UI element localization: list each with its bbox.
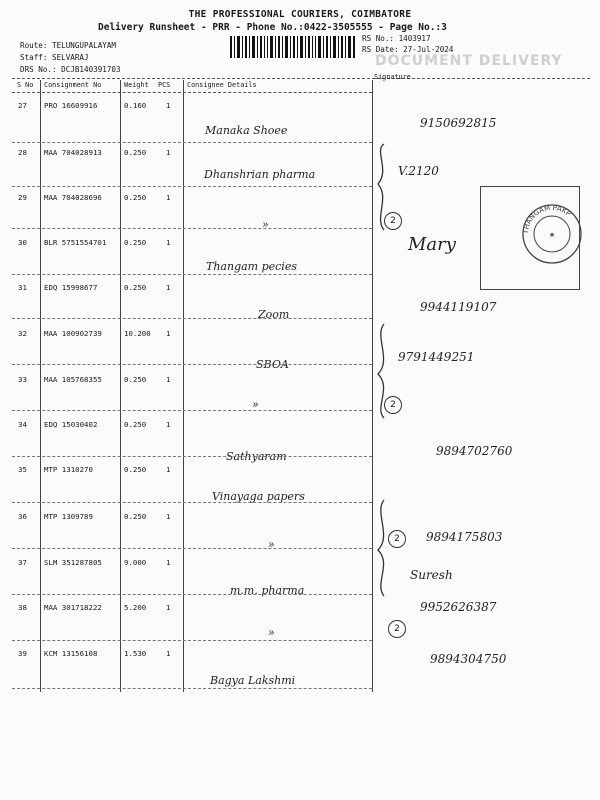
circled-number: 2 xyxy=(384,212,402,230)
page-title: THE PROFESSIONAL COURIERS, COIMBATORE xyxy=(188,9,412,20)
row-weight: 0.250 xyxy=(124,465,147,474)
row-pcs: 1 xyxy=(166,465,171,474)
row-divider xyxy=(12,502,372,503)
col-divider xyxy=(120,80,121,692)
row-consignee: » xyxy=(262,218,269,231)
row-sno: 31 xyxy=(18,283,27,292)
circled-number: 2 xyxy=(388,620,406,638)
row-consignee: Dhanshrian pharma xyxy=(204,168,316,181)
row-weight: 10.200 xyxy=(124,329,151,338)
barcode-image xyxy=(230,36,356,58)
row-weight: 9.000 xyxy=(124,558,147,567)
row-divider xyxy=(12,640,372,641)
header-top-rule xyxy=(12,78,590,79)
row-weight: 1.530 xyxy=(124,649,147,658)
row-consignee: Manaka Shoee xyxy=(205,124,288,137)
row-sno: 36 xyxy=(18,512,27,521)
row-consignment: MAA 100902739 xyxy=(44,329,102,338)
col-weight: Weight xyxy=(124,81,149,89)
row-signature: 9952626387 xyxy=(420,600,497,614)
row-pcs: 1 xyxy=(166,558,171,567)
row-consignee: Thangam pecies xyxy=(206,260,297,273)
svg-text:★: ★ xyxy=(548,231,556,239)
row-consignee: » xyxy=(268,626,275,639)
rs-number: RS No.: 1403917 xyxy=(362,34,431,43)
row-consignee: m.m. pharma xyxy=(230,584,305,597)
row-consignment: EDQ 15030402 xyxy=(44,420,98,429)
row-sno: 33 xyxy=(18,375,27,384)
row-divider xyxy=(12,688,372,689)
route-label: Route: TELUNGUPALAYAM xyxy=(20,41,117,50)
row-divider xyxy=(12,594,372,595)
col-divider xyxy=(40,80,41,692)
row-signature: 9944119107 xyxy=(420,300,497,314)
row-pcs: 1 xyxy=(166,375,171,384)
row-signature: 9791449251 xyxy=(398,350,475,364)
row-consignment: KCM 13156108 xyxy=(44,649,98,658)
row-sno: 29 xyxy=(18,193,27,202)
row-sno: 38 xyxy=(18,603,27,612)
row-signature: V.2120 xyxy=(398,164,439,178)
row-consignment: BLR 5751554701 xyxy=(44,238,107,247)
row-divider xyxy=(12,410,372,411)
row-pcs: 1 xyxy=(166,603,171,612)
staff-label: Staff: SELVARAJ xyxy=(20,53,89,62)
col-consignment: Consignment No xyxy=(44,81,102,89)
row-consignee: » xyxy=(252,398,259,411)
row-consignee: » xyxy=(268,538,275,551)
row-signature: Mary xyxy=(408,234,456,255)
row-divider xyxy=(12,142,372,143)
row-weight: 0.250 xyxy=(124,148,147,157)
header-bottom-rule xyxy=(12,92,372,93)
row-weight: 0.250 xyxy=(124,238,147,247)
row-weight: 0.160 xyxy=(124,101,147,110)
row-divider xyxy=(12,228,372,229)
col-signature: Signature xyxy=(374,73,411,81)
row-divider xyxy=(12,364,372,365)
row-signature: 9150692815 xyxy=(420,116,497,130)
row-consignment: MAA 301718222 xyxy=(44,603,102,612)
row-signature: 9894702760 xyxy=(436,444,513,458)
row-consignment: MTP 1309789 xyxy=(44,512,93,521)
row-pcs: 1 xyxy=(166,283,171,292)
row-weight: 0.250 xyxy=(124,375,147,384)
row-consignment: EDQ 15998677 xyxy=(44,283,98,292)
row-sno: 37 xyxy=(18,558,27,567)
row-divider xyxy=(12,318,372,319)
row-weight: 5.200 xyxy=(124,603,147,612)
drs-label: DRS No.: DCJB140391703 xyxy=(20,65,121,74)
col-divider xyxy=(183,80,184,692)
row-sno: 34 xyxy=(18,420,27,429)
row-signature: 9894175803 xyxy=(426,530,503,544)
row-sno: 35 xyxy=(18,465,27,474)
rs-date: RS Date: 27-Jul-2024 xyxy=(362,45,454,54)
circled-number: 2 xyxy=(384,396,402,414)
row-consignment: SLM 351287805 xyxy=(44,558,102,567)
row-consignee: Vinayaga papers xyxy=(212,490,305,503)
row-consignment: PRO 16609916 xyxy=(44,101,98,110)
row-consignee: Bagya Lakshmi xyxy=(210,674,296,687)
row-signature: 9894304750 xyxy=(430,652,507,666)
row-divider xyxy=(12,548,372,549)
row-pcs: 1 xyxy=(166,193,171,202)
svg-text:THANGAM PAKP xyxy=(522,204,572,235)
seal-text: THANGAM PAKP xyxy=(521,203,573,235)
row-weight: 0.250 xyxy=(124,193,147,202)
row-weight: 0.250 xyxy=(124,283,147,292)
row-pcs: 1 xyxy=(166,329,171,338)
row-consignee: Zoom xyxy=(258,308,290,321)
row-divider xyxy=(12,274,372,275)
row-divider xyxy=(12,186,372,187)
row-sno: 30 xyxy=(18,238,27,247)
col-consignee: Consignee Details xyxy=(187,81,257,89)
row-weight: 0.250 xyxy=(124,420,147,429)
row-pcs: 1 xyxy=(166,649,171,658)
col-pcs: PCS xyxy=(158,81,171,89)
row-consignment: MAA 704028696 xyxy=(44,193,102,202)
row-sno: 39 xyxy=(18,649,27,658)
row-pcs: 1 xyxy=(166,101,171,110)
row-sno: 27 xyxy=(18,101,27,110)
row-consignment: MAA 704028913 xyxy=(44,148,102,157)
row-pcs: 1 xyxy=(166,512,171,521)
row-consignment: MAA 105768355 xyxy=(44,375,102,384)
row-sno: 32 xyxy=(18,329,27,338)
page-subtitle: Delivery Runsheet - PRR - Phone No.:0422-3505555 - Page No.:3 xyxy=(98,22,447,33)
row-consignee: SBOA xyxy=(256,358,289,371)
row-divider xyxy=(12,456,372,457)
row-consignment: MTP 1310270 xyxy=(44,465,93,474)
row-pcs: 1 xyxy=(166,148,171,157)
company-seal-icon xyxy=(520,202,584,266)
circled-number: 2 xyxy=(388,530,406,548)
row-pcs: 1 xyxy=(166,238,171,247)
document-delivery-stamp: DOCUMENT DELIVERY xyxy=(375,53,563,69)
row-weight: 0.250 xyxy=(124,512,147,521)
row-sno: 28 xyxy=(18,148,27,157)
col-sno: S No xyxy=(17,81,34,89)
row-consignee: Sathyaram xyxy=(226,450,287,463)
row-signature: Suresh xyxy=(410,568,453,582)
row-pcs: 1 xyxy=(166,420,171,429)
